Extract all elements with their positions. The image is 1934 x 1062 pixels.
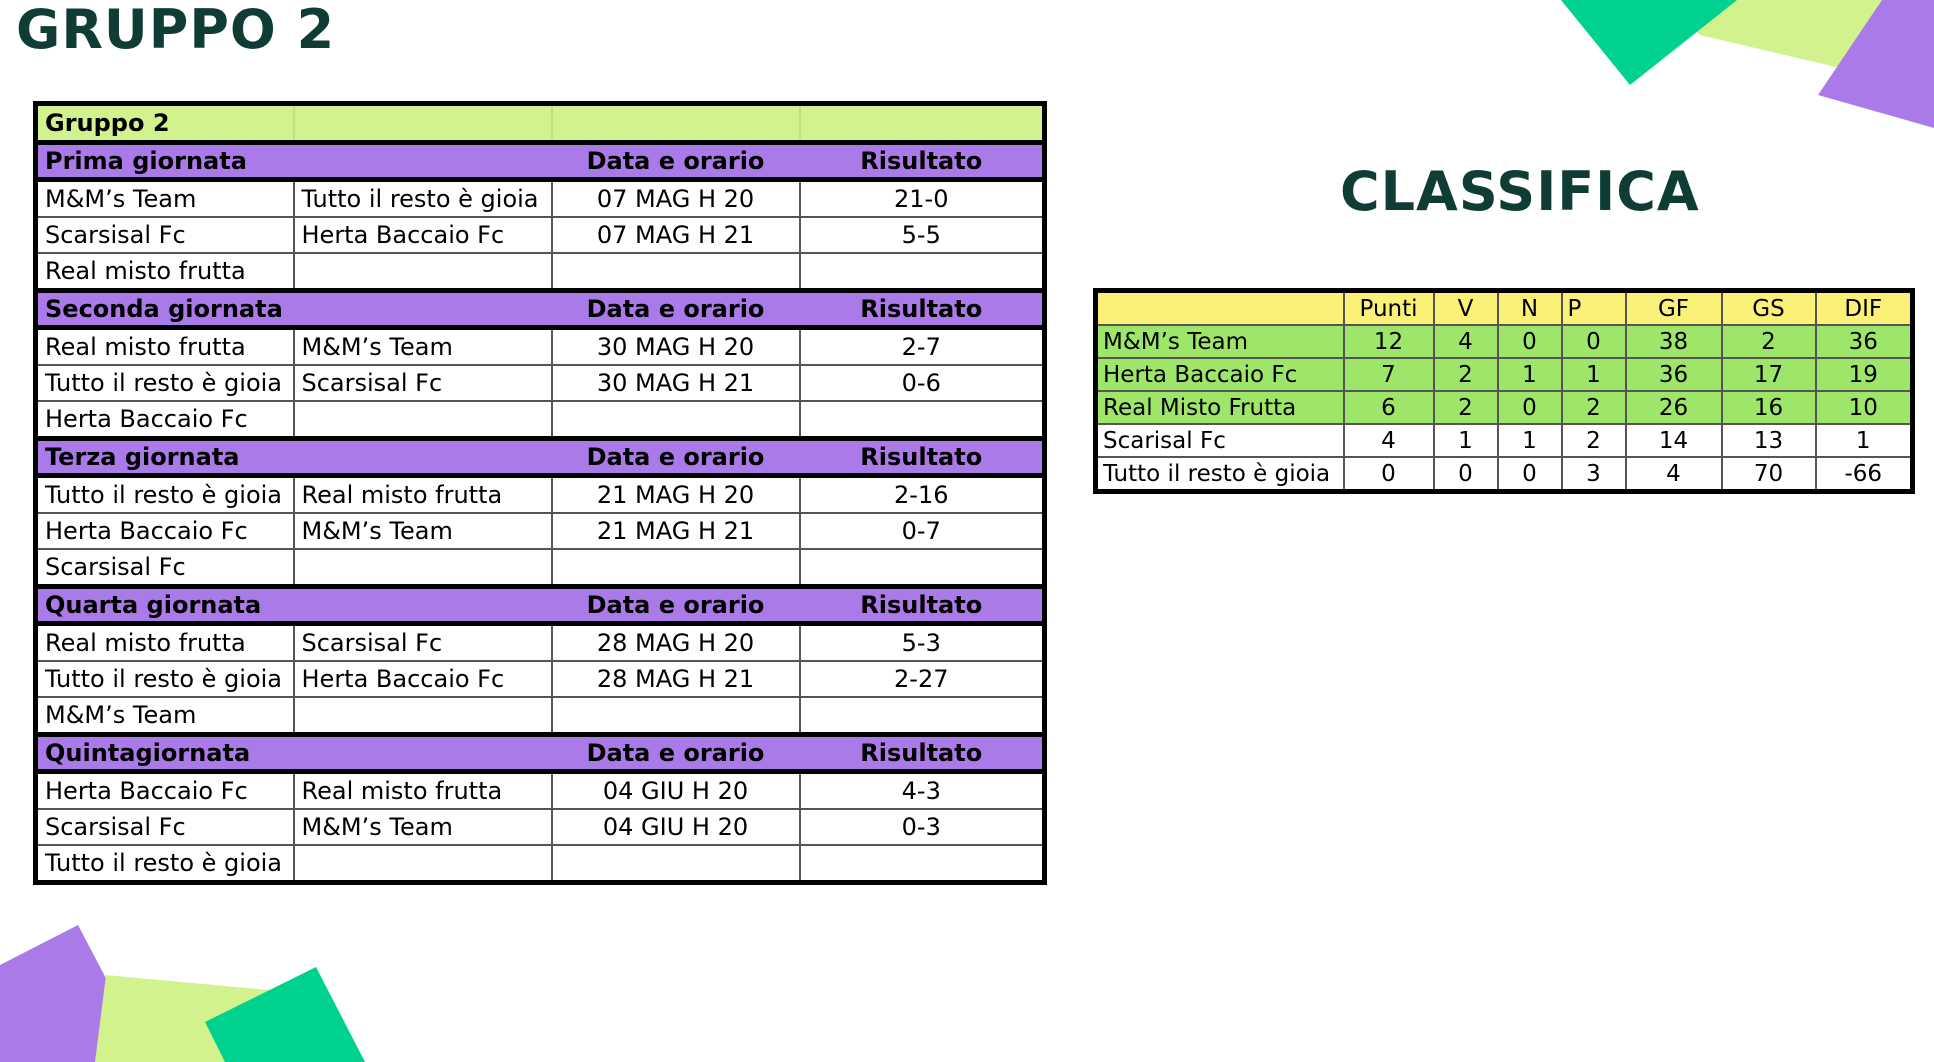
round-header-row [36,439,1045,476]
standings-row [1096,391,1913,424]
match-datetime [552,845,800,883]
match-row [36,217,1045,253]
match-result: 5-3 [800,624,1045,662]
goals-against-value: 17 [1722,358,1816,391]
home-team: Tutto il resto è gioia [36,476,294,514]
empty-cell [294,587,552,624]
goals-against-column-header: GS [1722,291,1816,326]
away-team: M&M’s Team [294,513,552,549]
match-datetime: 30 MAG H 20 [552,328,800,366]
group-label: Gruppo 2 [36,104,294,143]
standings-body [1096,291,1913,492]
home-team: Herta Baccaio Fc [36,401,294,439]
match-row [36,401,1045,439]
goal-difference-column-header: DIF [1816,291,1913,326]
losses-value: 3 [1562,457,1626,492]
match-row [36,549,1045,587]
match-row [36,697,1045,735]
points-column-header: Punti [1344,291,1434,326]
away-team: Real misto frutta [294,772,552,810]
away-team: Scarsisal Fc [294,624,552,662]
match-row [36,513,1045,549]
team-name: M&M’s Team [1096,325,1344,358]
match-datetime: 21 MAG H 21 [552,513,800,549]
match-datetime: 30 MAG H 21 [552,365,800,401]
schedule-body [36,104,1045,883]
empty-cell [800,104,1045,143]
away-team [294,401,552,439]
wins-value: 2 [1434,358,1498,391]
home-team: Herta Baccaio Fc [36,513,294,549]
points-value: 12 [1344,325,1434,358]
match-datetime: 21 MAG H 20 [552,476,800,514]
match-result: 4-3 [800,772,1045,810]
wins-column-header: V [1434,291,1498,326]
draws-value: 1 [1498,424,1562,457]
away-team [294,845,552,883]
match-result: 2-7 [800,328,1045,366]
losses-value: 1 [1562,358,1626,391]
goal-difference-value: -66 [1816,457,1913,492]
match-row [36,809,1045,845]
team-name: Scarisal Fc [1096,424,1344,457]
draws-value: 0 [1498,325,1562,358]
round-name: Quarta giornata [36,587,294,624]
deco-teal-shape [1561,0,1737,85]
wins-value: 0 [1434,457,1498,492]
match-row [36,845,1045,883]
away-team: Real misto frutta [294,476,552,514]
empty-cell [552,104,800,143]
match-datetime: 28 MAG H 21 [552,661,800,697]
home-team: Real misto frutta [36,328,294,366]
standings-row [1096,457,1913,492]
result-header: Risultato [800,143,1045,180]
round-header-row [36,735,1045,772]
team-name: Real Misto Frutta [1096,391,1344,424]
match-datetime: 04 GIU H 20 [552,772,800,810]
losses-value: 0 [1562,325,1626,358]
match-result [800,549,1045,587]
empty-cell [294,735,552,772]
wins-value: 2 [1434,391,1498,424]
match-row [36,328,1045,366]
result-header: Risultato [800,291,1045,328]
match-datetime [552,401,800,439]
draws-value: 0 [1498,391,1562,424]
group-header-row [36,104,1045,143]
wins-value: 1 [1434,424,1498,457]
losses-value: 2 [1562,424,1626,457]
date-header: Data e orario [552,439,800,476]
team-column-header [1096,291,1344,326]
match-datetime [552,697,800,735]
match-datetime [552,549,800,587]
match-result: 5-5 [800,217,1045,253]
away-team [294,253,552,291]
match-datetime: 07 MAG H 20 [552,180,800,218]
match-datetime [552,253,800,291]
team-name: Herta Baccaio Fc [1096,358,1344,391]
match-row [36,661,1045,697]
points-value: 4 [1344,424,1434,457]
match-row [36,772,1045,810]
date-header: Data e orario [552,143,800,180]
match-result [800,401,1045,439]
goals-for-value: 26 [1626,391,1722,424]
match-result: 0-3 [800,809,1045,845]
match-datetime: 07 MAG H 21 [552,217,800,253]
home-team: Herta Baccaio Fc [36,772,294,810]
home-team: Real misto frutta [36,253,294,291]
match-row [36,624,1045,662]
home-team: Tutto il resto è gioia [36,845,294,883]
points-value: 7 [1344,358,1434,391]
goals-against-value: 13 [1722,424,1816,457]
draws-column-header: N [1498,291,1562,326]
round-name: Quintagiornata [36,735,294,772]
match-result [800,845,1045,883]
goal-difference-value: 19 [1816,358,1913,391]
home-team: Real misto frutta [36,624,294,662]
result-header: Risultato [800,735,1045,772]
draws-value: 0 [1498,457,1562,492]
goals-for-value: 4 [1626,457,1722,492]
round-name: Seconda giornata [36,291,294,328]
match-result: 0-7 [800,513,1045,549]
home-team: Tutto il resto è gioia [36,365,294,401]
team-name: Tutto il resto è gioia [1096,457,1344,492]
goal-difference-value: 36 [1816,325,1913,358]
losses-value: 2 [1562,391,1626,424]
empty-cell [294,291,552,328]
home-team: M&M’s Team [36,180,294,218]
goals-for-value: 38 [1626,325,1722,358]
result-header: Risultato [800,587,1045,624]
schedule-table [33,101,1047,885]
points-value: 6 [1344,391,1434,424]
decor-bottom-left-shapes [0,920,380,1062]
goals-for-value: 36 [1626,358,1722,391]
goals-for-column-header: GF [1626,291,1722,326]
match-row [36,180,1045,218]
match-result: 2-27 [800,661,1045,697]
away-team: Scarsisal Fc [294,365,552,401]
standings-row [1096,325,1913,358]
round-name: Terza giornata [36,439,294,476]
match-result: 2-16 [800,476,1045,514]
draws-value: 1 [1498,358,1562,391]
empty-cell [294,439,552,476]
result-header: Risultato [800,439,1045,476]
away-team: M&M’s Team [294,328,552,366]
match-datetime: 04 GIU H 20 [552,809,800,845]
home-team: Scarsisal Fc [36,549,294,587]
standings-row [1096,358,1913,391]
match-row [36,476,1045,514]
empty-cell [294,143,552,180]
deco-teal-shape [205,967,365,1062]
away-team: Herta Baccaio Fc [294,661,552,697]
match-result [800,697,1045,735]
standings-title: CLASSIFICA [1340,160,1700,223]
round-header-row [36,143,1045,180]
round-header-row [36,587,1045,624]
goals-against-value: 70 [1722,457,1816,492]
away-team: Tutto il resto è gioia [294,180,552,218]
standings-row [1096,424,1913,457]
match-row [36,365,1045,401]
away-team: M&M’s Team [294,809,552,845]
away-team [294,697,552,735]
goal-difference-value: 1 [1816,424,1913,457]
wins-value: 4 [1434,325,1498,358]
date-header: Data e orario [552,291,800,328]
decor-top-right-shapes [1500,0,1934,140]
away-team [294,549,552,587]
date-header: Data e orario [552,587,800,624]
goals-against-value: 16 [1722,391,1816,424]
round-header-row [36,291,1045,328]
losses-column-header: P [1562,291,1626,326]
home-team: Tutto il resto è gioia [36,661,294,697]
standings-header-row [1096,291,1913,326]
date-header: Data e orario [552,735,800,772]
match-result [800,253,1045,291]
page-title: GRUPPO 2 [16,0,336,61]
goals-against-value: 2 [1722,325,1816,358]
home-team: M&M’s Team [36,697,294,735]
home-team: Scarsisal Fc [36,809,294,845]
standings-table [1093,288,1915,494]
match-result: 0-6 [800,365,1045,401]
match-result: 21-0 [800,180,1045,218]
away-team: Herta Baccaio Fc [294,217,552,253]
empty-cell [294,104,552,143]
goal-difference-value: 10 [1816,391,1913,424]
round-name: Prima giornata [36,143,294,180]
match-datetime: 28 MAG H 20 [552,624,800,662]
goals-for-value: 14 [1626,424,1722,457]
match-row [36,253,1045,291]
home-team: Scarsisal Fc [36,217,294,253]
points-value: 0 [1344,457,1434,492]
